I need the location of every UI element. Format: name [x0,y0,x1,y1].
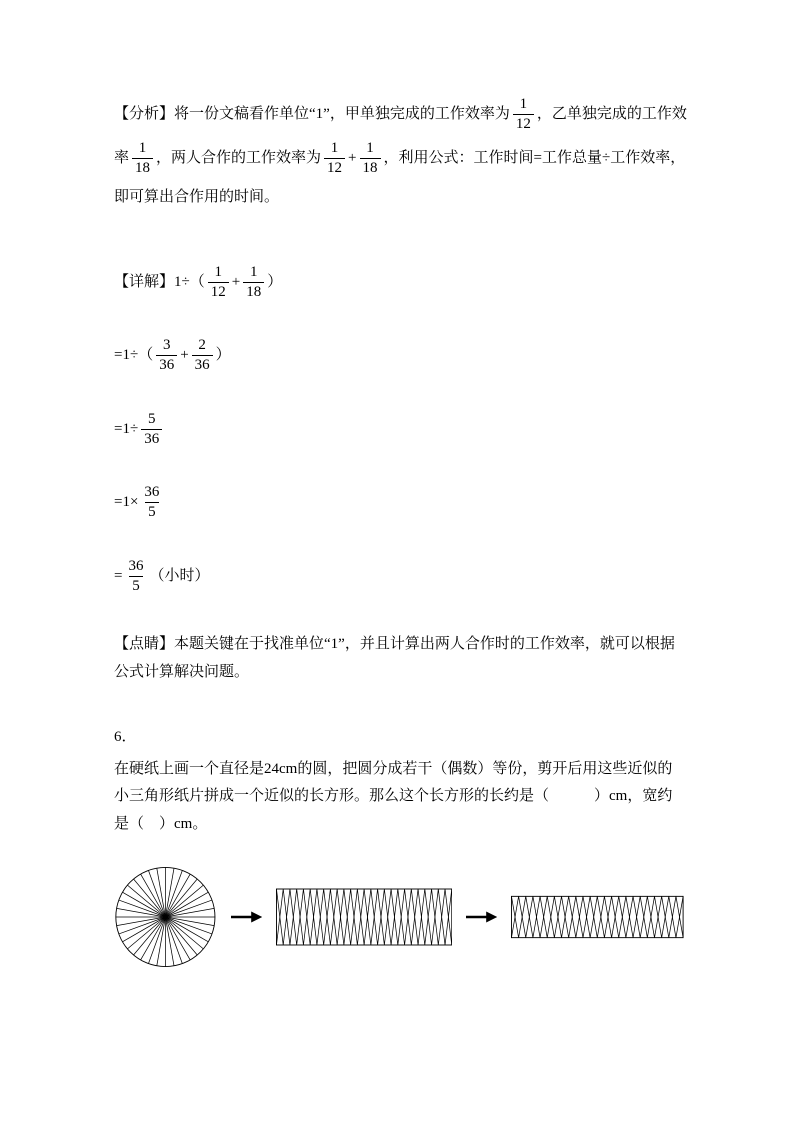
fraction-1-12 [324,140,345,178]
zigzag-rectangle-figure-2 [511,894,684,940]
figure-circle-to-rectangle [114,861,684,973]
solution-text: = [114,567,123,584]
analysis-label: 【分析】 [114,106,175,123]
keypoint-label: 【点睛】 [114,636,175,652]
circle-sectors-figure [114,861,217,973]
fraction-numerator: 36 [144,484,160,500]
solution-step-3 [114,411,684,449]
fraction-numerator: 1 [138,139,147,156]
analysis-text-2: ，两人合作的工作效率为 [156,149,322,166]
fraction-2-36 [192,337,213,375]
analysis-paragraph [114,96,687,212]
analysis-text-3: 即可算出合作用的时间。 [114,189,280,205]
solution-label: 【详解】 [114,273,175,290]
fraction-denominator: 12 [513,114,534,133]
solution-text: 1÷（ [174,273,205,290]
fraction-numerator: 5 [147,410,156,427]
arrow-icon [466,908,497,926]
analysis-line-1 [114,96,687,134]
fraction-numerator: 1 [330,139,339,156]
fraction-denominator: 36 [156,355,177,374]
question-text: 在硬纸上画一个直径是24cm的圆，把圆分成若干（偶数）等份，剪开后用这些近似的小三角形纸片拼成一个近似的长方形。那么这个长方形的长约是（ ）cm，宽约是（ ）cm。 [114,760,673,832]
solution-text: =1× [114,494,139,511]
solution-step-1 [114,264,684,302]
fraction-1-18 [360,140,381,178]
fraction-numerator: 2 [198,337,206,353]
fraction-denominator: 18 [132,158,153,177]
solution-step-4 [114,484,684,522]
analysis-line-3 [114,183,684,212]
analysis-line-2 [114,140,684,178]
fraction-denominator: 5 [129,576,143,595]
keypoint-text: 本题关键在于找准单位“1”，并且计算出两人合作时的工作效率，就可以根据公式计算解决问题。 [114,636,675,680]
keypoint-paragraph [114,631,684,687]
fraction-denominator: 36 [192,355,213,374]
question-6 [114,725,684,973]
fraction-36-5 [125,558,146,596]
solution-unit: （小时） [149,567,210,584]
fraction-3-36 [156,337,177,375]
fraction-numerator: 1 [249,263,258,280]
solution-step-2 [114,337,684,375]
arrow-icon [231,908,262,926]
fraction-1-18 [243,264,264,302]
fraction-denominator: 5 [145,502,159,521]
fraction-36-5 [141,484,162,522]
solution-paragraph [114,264,684,596]
analysis-text-2-lead: 率 [114,149,130,166]
plus-sign: + [180,347,189,364]
fraction-5-36 [141,411,162,449]
fraction-1-12 [513,96,534,134]
solution-text: ） [215,347,231,364]
fraction-1-12 [208,264,229,302]
fraction-1-18 [132,140,153,178]
fraction-denominator: 36 [141,429,162,448]
solution-text: =1÷ [114,420,139,437]
fraction-denominator: 12 [208,282,229,301]
fraction-numerator: 1 [366,139,374,156]
fraction-numerator: 1 [214,263,222,280]
fraction-numerator: 3 [162,337,171,353]
plus-sign: + [231,273,241,290]
solution-text: ） [267,273,283,290]
plus-sign: + [348,149,357,166]
analysis-text-2-tail: ，利用公式：工作时间=工作总量÷工作效率， [383,149,686,166]
fraction-denominator: 12 [324,158,345,177]
fraction-numerator: 1 [519,96,528,112]
fraction-denominator: 18 [243,282,264,301]
question-number: 6． [114,728,137,745]
fraction-numerator: 36 [128,557,144,574]
solution-step-5 [114,558,684,596]
solution-text: =1÷（ [114,347,154,364]
analysis-text-1: 将一份文稿看作单位“1”，甲单独完成的工作效率为 [174,106,510,123]
analysis-text-1-tail: ，乙单独完成的工作效 [536,106,687,123]
zigzag-rectangle-figure-1 [276,886,452,948]
fraction-denominator: 18 [360,158,381,177]
